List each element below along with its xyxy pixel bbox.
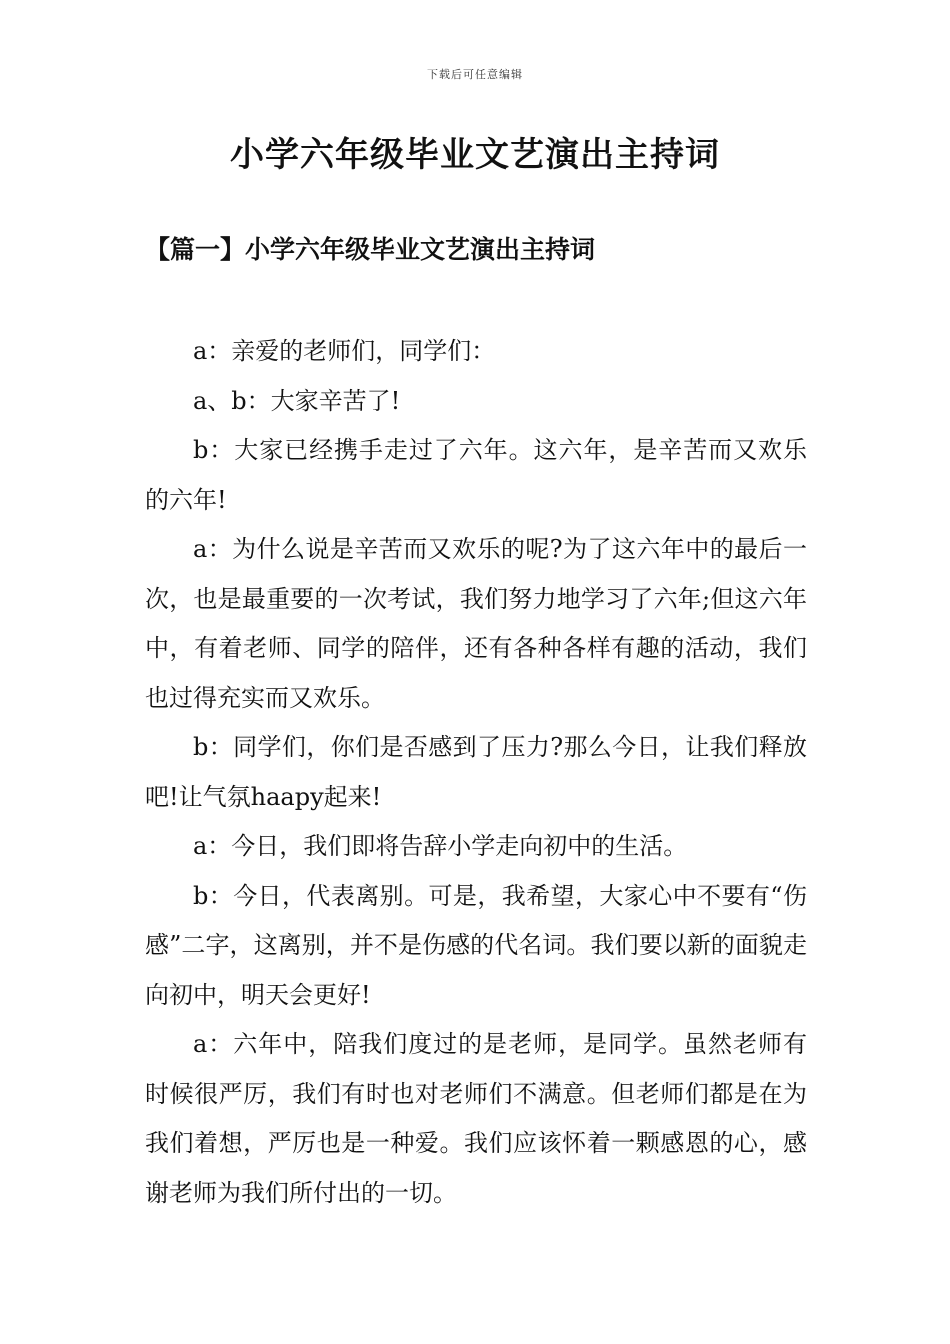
paragraph-7: b：今日，代表离别。可是，我希望，大家心中不要有“伤感”二字，这离别，并不是伤感的代名词。我们要以新的面貌走向初中，明天会更好! (145, 881, 807, 1009)
paragraph-6: a：今日，我们即将告辞小学走向初中的生活。 (193, 832, 688, 860)
header-note: 下载后可任意编辑 (427, 68, 523, 81)
section-heading: 【篇一】小学六年级毕业文艺演出主持词 (145, 235, 596, 264)
paragraph-2: a、b：大家辛苦了! (193, 386, 401, 415)
paragraph-5: b：同学们，你们是否感到了压力?那么今日，让我们释放吧!让气氛haapy起来! (145, 733, 807, 811)
document-body (145, 327, 807, 1218)
paragraph-1: a：亲爱的老师们，同学们： (193, 337, 496, 365)
paragraph-3: b：大家已经携手走过了六年。这六年，是辛苦而又欢乐的六年! (145, 436, 807, 514)
paragraph-8: a：六年中，陪我们度过的是老师，是同学。虽然老师有时候很严厉，我们有时也对老师们不满意。但老师们都是在为我们着想，严厉也是一种爱。我们应该怀着一颗感恩的心，感谢老师为我们所付出的一切。 (145, 1030, 807, 1207)
paragraph-4: a：为什么说是辛苦而又欢乐的呢?为了这六年中的最后一次，也是最重要的一次考试，我们努力地学习了六年;但这六年中，有着老师、同学的陪伴，还有各种各样有趣的活动，我们也过得充实而又欢乐。 (145, 535, 807, 712)
document-title: 小学六年级毕业文艺演出主持词 (230, 135, 720, 175)
